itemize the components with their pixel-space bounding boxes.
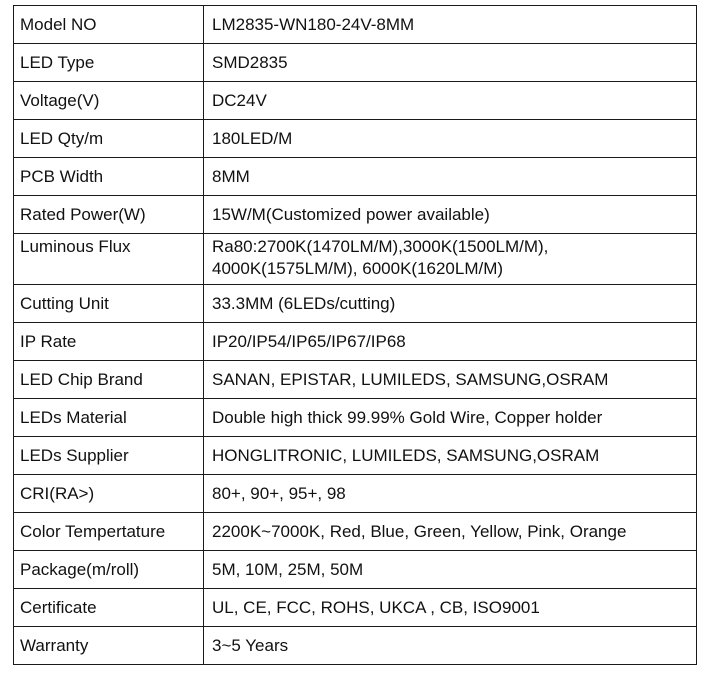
row-value: LM2835-WN180-24V-8MM bbox=[204, 6, 697, 44]
row-label: LED Qty/m bbox=[14, 120, 204, 158]
row-label: Luminous Flux bbox=[14, 234, 204, 285]
row-label: LEDs Material bbox=[14, 399, 204, 437]
row-label: LED Chip Brand bbox=[14, 361, 204, 399]
row-label: CRI(RA>) bbox=[14, 475, 204, 513]
table-row bbox=[14, 589, 697, 627]
table-row bbox=[14, 44, 697, 82]
row-value bbox=[204, 234, 697, 285]
row-value: Double high thick 99.99% Gold Wire, Copper holder bbox=[204, 399, 697, 437]
row-value: 5M, 10M, 25M, 50M bbox=[204, 551, 697, 589]
table-row bbox=[14, 323, 697, 361]
table-row bbox=[14, 196, 697, 234]
row-value-line-1: Ra80:2700K(1470LM/M),3000K(1500LM/M), bbox=[212, 237, 549, 256]
table-row bbox=[14, 437, 697, 475]
row-label: LEDs Supplier bbox=[14, 437, 204, 475]
row-label: LED Type bbox=[14, 44, 204, 82]
table-row bbox=[14, 361, 697, 399]
row-value: DC24V bbox=[204, 82, 697, 120]
row-value: HONGLITRONIC, LUMILEDS, SAMSUNG,OSRAM bbox=[204, 437, 697, 475]
row-value: 3~5 Years bbox=[204, 627, 697, 665]
table-row bbox=[14, 6, 697, 44]
table-row bbox=[14, 158, 697, 196]
row-label: Package(m/roll) bbox=[14, 551, 204, 589]
table-row bbox=[14, 475, 697, 513]
row-value: 2200K~7000K, Red, Blue, Green, Yellow, Pink, Orange bbox=[204, 513, 697, 551]
row-value: 180LED/M bbox=[204, 120, 697, 158]
row-value: SANAN, EPISTAR, LUMILEDS, SAMSUNG,OSRAM bbox=[204, 361, 697, 399]
table-row bbox=[14, 285, 697, 323]
row-value: 33.3MM (6LEDs/cutting) bbox=[204, 285, 697, 323]
row-label: IP Rate bbox=[14, 323, 204, 361]
row-value: 80+, 90+, 95+, 98 bbox=[204, 475, 697, 513]
row-label: Voltage(V) bbox=[14, 82, 204, 120]
row-label: Model NO bbox=[14, 6, 204, 44]
spec-table bbox=[13, 5, 697, 665]
table-row bbox=[14, 234, 697, 285]
row-value: IP20/IP54/IP65/IP67/IP68 bbox=[204, 323, 697, 361]
row-label: Color Tempertature bbox=[14, 513, 204, 551]
table-row bbox=[14, 82, 697, 120]
row-value: 15W/M(Customized power available) bbox=[204, 196, 697, 234]
row-value: UL, CE, FCC, ROHS, UKCA , CB, ISO9001 bbox=[204, 589, 697, 627]
row-label: Certificate bbox=[14, 589, 204, 627]
table-row bbox=[14, 513, 697, 551]
table-row bbox=[14, 120, 697, 158]
row-value-line-2: 4000K(1575LM/M), 6000K(1620LM/M) bbox=[212, 259, 504, 278]
row-value: 8MM bbox=[204, 158, 697, 196]
row-label: Rated Power(W) bbox=[14, 196, 204, 234]
row-label: Cutting Unit bbox=[14, 285, 204, 323]
table-row bbox=[14, 399, 697, 437]
table-row bbox=[14, 627, 697, 665]
row-value: SMD2835 bbox=[204, 44, 697, 82]
row-label: PCB Width bbox=[14, 158, 204, 196]
table-row bbox=[14, 551, 697, 589]
row-label: Warranty bbox=[14, 627, 204, 665]
